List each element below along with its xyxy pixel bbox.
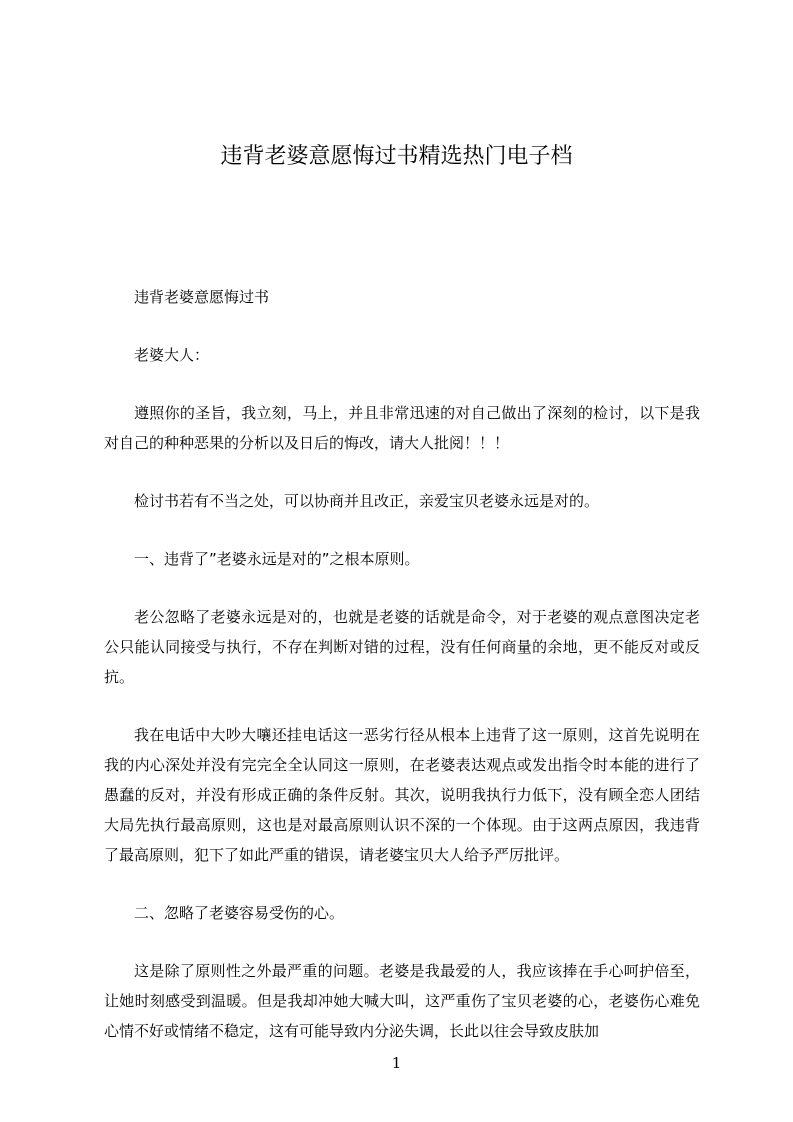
page-title: 违背老婆意愿悔过书精选热门电子档: [220, 144, 573, 169]
body-paragraph: 检讨书若有不当之处，可以协商并且改正，亲爱宝贝老婆永远是对的。: [134, 492, 600, 510]
letter-title: 违背老婆意愿悔过书: [134, 288, 270, 306]
document-body: [104, 282, 700, 1074]
section-heading: 二、忽略了老婆容易受伤的心。: [134, 904, 345, 922]
body-paragraph: 老公忽略了老婆永远是对的，也就是老婆的话就是命令，对于老婆的观点意图决定老公只能认同接受与执行，不存在判断对错的过程，没有任何商量的余地，更不能反对或反抗。: [104, 608, 700, 686]
page-number: 1: [391, 1054, 402, 1072]
body-paragraph: 这是除了原则性之外最严重的问题。老婆是我最爱的人，我应该捧在手心呵护倍至，让她时刻感受到温暖。但是我却冲她大喊大叫，这严重伤了宝贝老婆的心，老婆伤心难免心情不好或情绪不稳定，这有可能导致内分泌失调，长此以往会导致皮肤加: [104, 962, 700, 1040]
body-paragraph: 我在电话中大吵大嚷还挂电话这一恶劣行径从根本上违背了这一原则，这首先说明在我的内心深处并没有完完全全认同这一原则，在老婆表达观点或发出指令时本能的进行了愚蠢的反对，并没有形成正确的条件反射。其次，说明我执行力低下，没有顾全恋人团结大局先执行最高原则，这也是对最高原则认识不深的一个体现。由于这两点原因，我违背了最高原则，犯下了如此严重的错误，请老婆宝贝大人给予严厉批评。: [104, 726, 700, 864]
section-heading: 一、违背了”老婆永远是对的”之根本原则。: [134, 550, 420, 568]
salutation: 老婆大人：: [134, 346, 210, 364]
body-paragraph: 遵照你的圣旨，我立刻，马上，并且非常迅速的对自己做出了深刻的检讨，以下是我对自己的种种恶果的分析以及日后的悔改，请大人批阅！！！: [104, 404, 700, 452]
